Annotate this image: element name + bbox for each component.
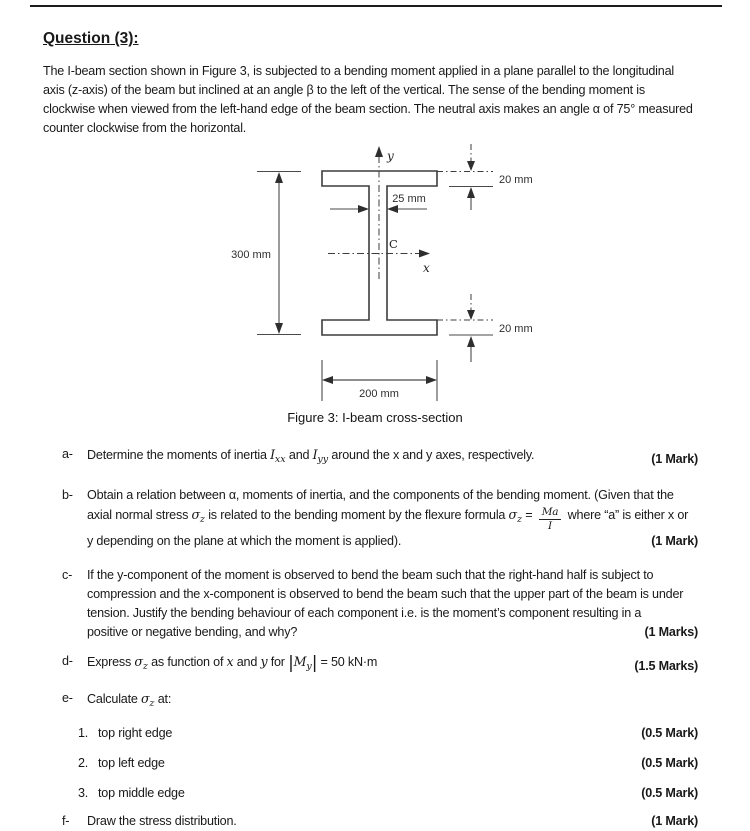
item-marks: (1.5 Marks) [634, 659, 698, 674]
question-item-c [62, 566, 698, 642]
dim-200-arrow-left [322, 376, 333, 384]
fraction-denominator: I [548, 520, 552, 532]
math-segment: z [142, 661, 148, 673]
text-segment: Draw the stress distribution. [87, 814, 237, 829]
question-subitem [62, 724, 698, 743]
dim-20bot-label: 20 mm [499, 323, 533, 335]
question-items [62, 445, 698, 831]
subitem-number: 1. [78, 726, 89, 741]
dim-25-label: 25 mm [392, 193, 426, 205]
item-marks: (1 Mark) [651, 452, 698, 466]
math-segment: I [312, 447, 318, 462]
math-segment: yy [317, 454, 329, 465]
dim-300-arrow-bottom [275, 323, 283, 334]
dim-20bot-arrow-up [467, 336, 475, 347]
page-title: Question (3): [43, 30, 139, 47]
math-segment: y [260, 654, 268, 670]
item-text [87, 812, 237, 831]
fraction [539, 507, 562, 532]
item-marks: (1 Marks) [644, 625, 698, 640]
dim-20bot-arrow-down [467, 310, 475, 320]
text-segment: compression and the x-component is observed to bend the beam such that the upper part of the beam is under [87, 587, 684, 602]
item-text [87, 445, 534, 469]
text-segment: and [285, 448, 313, 462]
item-label: e- [62, 691, 73, 706]
header-rule [30, 5, 722, 7]
ibeam-diagram [0, 138, 750, 404]
math-segment: | [311, 653, 318, 674]
question-item-f [62, 812, 698, 831]
item-marks: (0.5 Mark) [641, 786, 698, 801]
math-segment: z [149, 698, 155, 710]
intro-line: The I-beam section shown in Figure 3, is subjected to a bending moment applied in a plane parallel to the longitudinal [43, 64, 674, 78]
question-item-b [62, 486, 698, 551]
subitem-text: top middle edge [98, 786, 185, 801]
text-segment: positive or negative bending, and why? [87, 625, 298, 640]
y-axis-label: y [387, 149, 394, 163]
math-segment: I [270, 447, 275, 462]
intro-paragraph [43, 62, 707, 138]
math-segment: σ [134, 654, 143, 670]
figure-caption: Figure 3: I-beam cross-section [287, 410, 463, 425]
text-segment: Calculate [87, 692, 142, 707]
item-text [87, 652, 377, 676]
math-segment: M [293, 654, 307, 670]
dim-20top-label: 20 mm [499, 174, 533, 186]
intro-line: clockwise when viewed from the left-hand edge of the beam section. The neutral axis makes an angle α of 75° measured [43, 102, 693, 116]
text-segment: and [233, 655, 261, 670]
item-text [87, 566, 684, 642]
subitem-text: top right edge [98, 726, 173, 741]
dim-300-arrow-top [275, 172, 283, 183]
question-item-a [62, 445, 698, 469]
dim-300-label: 300 mm [231, 249, 271, 261]
question-subitem [62, 754, 698, 773]
item-label: f- [62, 814, 70, 829]
math-segment: y [306, 661, 312, 673]
text-segment: around the x and y axes, respectively. [328, 448, 535, 462]
dim-25-arrow-left [358, 205, 369, 213]
item-text [87, 689, 171, 713]
math-segment: z [516, 514, 522, 525]
text-segment: where “a” is either x or [564, 508, 689, 522]
y-axis-arrow [375, 146, 383, 157]
dim-200-label: 200 mm [359, 388, 399, 400]
text-segment: is related to the bending moment by the flexure formula [204, 508, 509, 522]
item-label: d- [62, 654, 73, 669]
fraction-numerator: Ma [539, 507, 562, 520]
text-segment: tension. Justify the bending behaviour of each component i.e. is the moment’s component resulting in a [87, 606, 642, 621]
subitem-text: top left edge [98, 756, 165, 771]
x-axis-arrow [419, 250, 430, 258]
text-segment: Obtain a relation between α, moments of inertia, and the components of the bending moment. (Given that the [87, 488, 674, 502]
subitem-number: 3. [78, 786, 89, 801]
item-label: c- [62, 568, 73, 583]
intro-line: counter clockwise from the horizontal. [43, 121, 247, 135]
text-segment: for [267, 655, 289, 670]
text-segment: y depending on the plane at which the moment is applied). [87, 534, 402, 549]
item-label: b- [62, 488, 73, 502]
item-marks: (0.5 Mark) [641, 756, 698, 771]
text-segment: at: [154, 692, 172, 707]
text-segment: axial normal stress [87, 508, 192, 522]
item-marks: (1 Mark) [651, 814, 698, 829]
text-segment: Determine the moments of inertia [87, 448, 271, 462]
math-segment: z [199, 514, 205, 525]
text-segment: Express [87, 655, 135, 670]
dim-20top-arrow-down [467, 161, 475, 171]
math-segment: σ [508, 507, 517, 522]
math-segment: x [226, 654, 234, 670]
math-segment: xx [274, 454, 286, 465]
math-segment: | [288, 653, 294, 674]
dim-25-arrow-right [387, 205, 398, 213]
question-item-e [62, 689, 698, 713]
dim-20top-arrow-up [467, 187, 475, 198]
x-axis-label: x [423, 261, 430, 275]
centroid-label: C [389, 237, 398, 251]
math-segment: σ [141, 691, 150, 707]
text-segment: = [521, 508, 536, 522]
subitem-number: 2. [78, 756, 89, 771]
intro-line: axis (z-axis) of the beam but inclined at an angle β to the left of the vertical. The sense of the bending moment is [43, 83, 645, 97]
item-marks: (0.5 Mark) [641, 726, 698, 741]
math-segment: σ [191, 507, 200, 522]
text-segment: as function of [147, 655, 227, 670]
question-subitem [62, 784, 698, 803]
text-segment: = 50 kN·m [317, 655, 378, 670]
item-marks: (1 Mark) [651, 534, 698, 549]
text-segment: If the y-component of the moment is observed to bend the beam such that the right-hand half is subject to [87, 568, 654, 583]
dim-200-arrow-right [426, 376, 437, 384]
question-item-d [62, 652, 698, 676]
figure-3 [0, 138, 750, 439]
item-label: a- [62, 447, 73, 461]
